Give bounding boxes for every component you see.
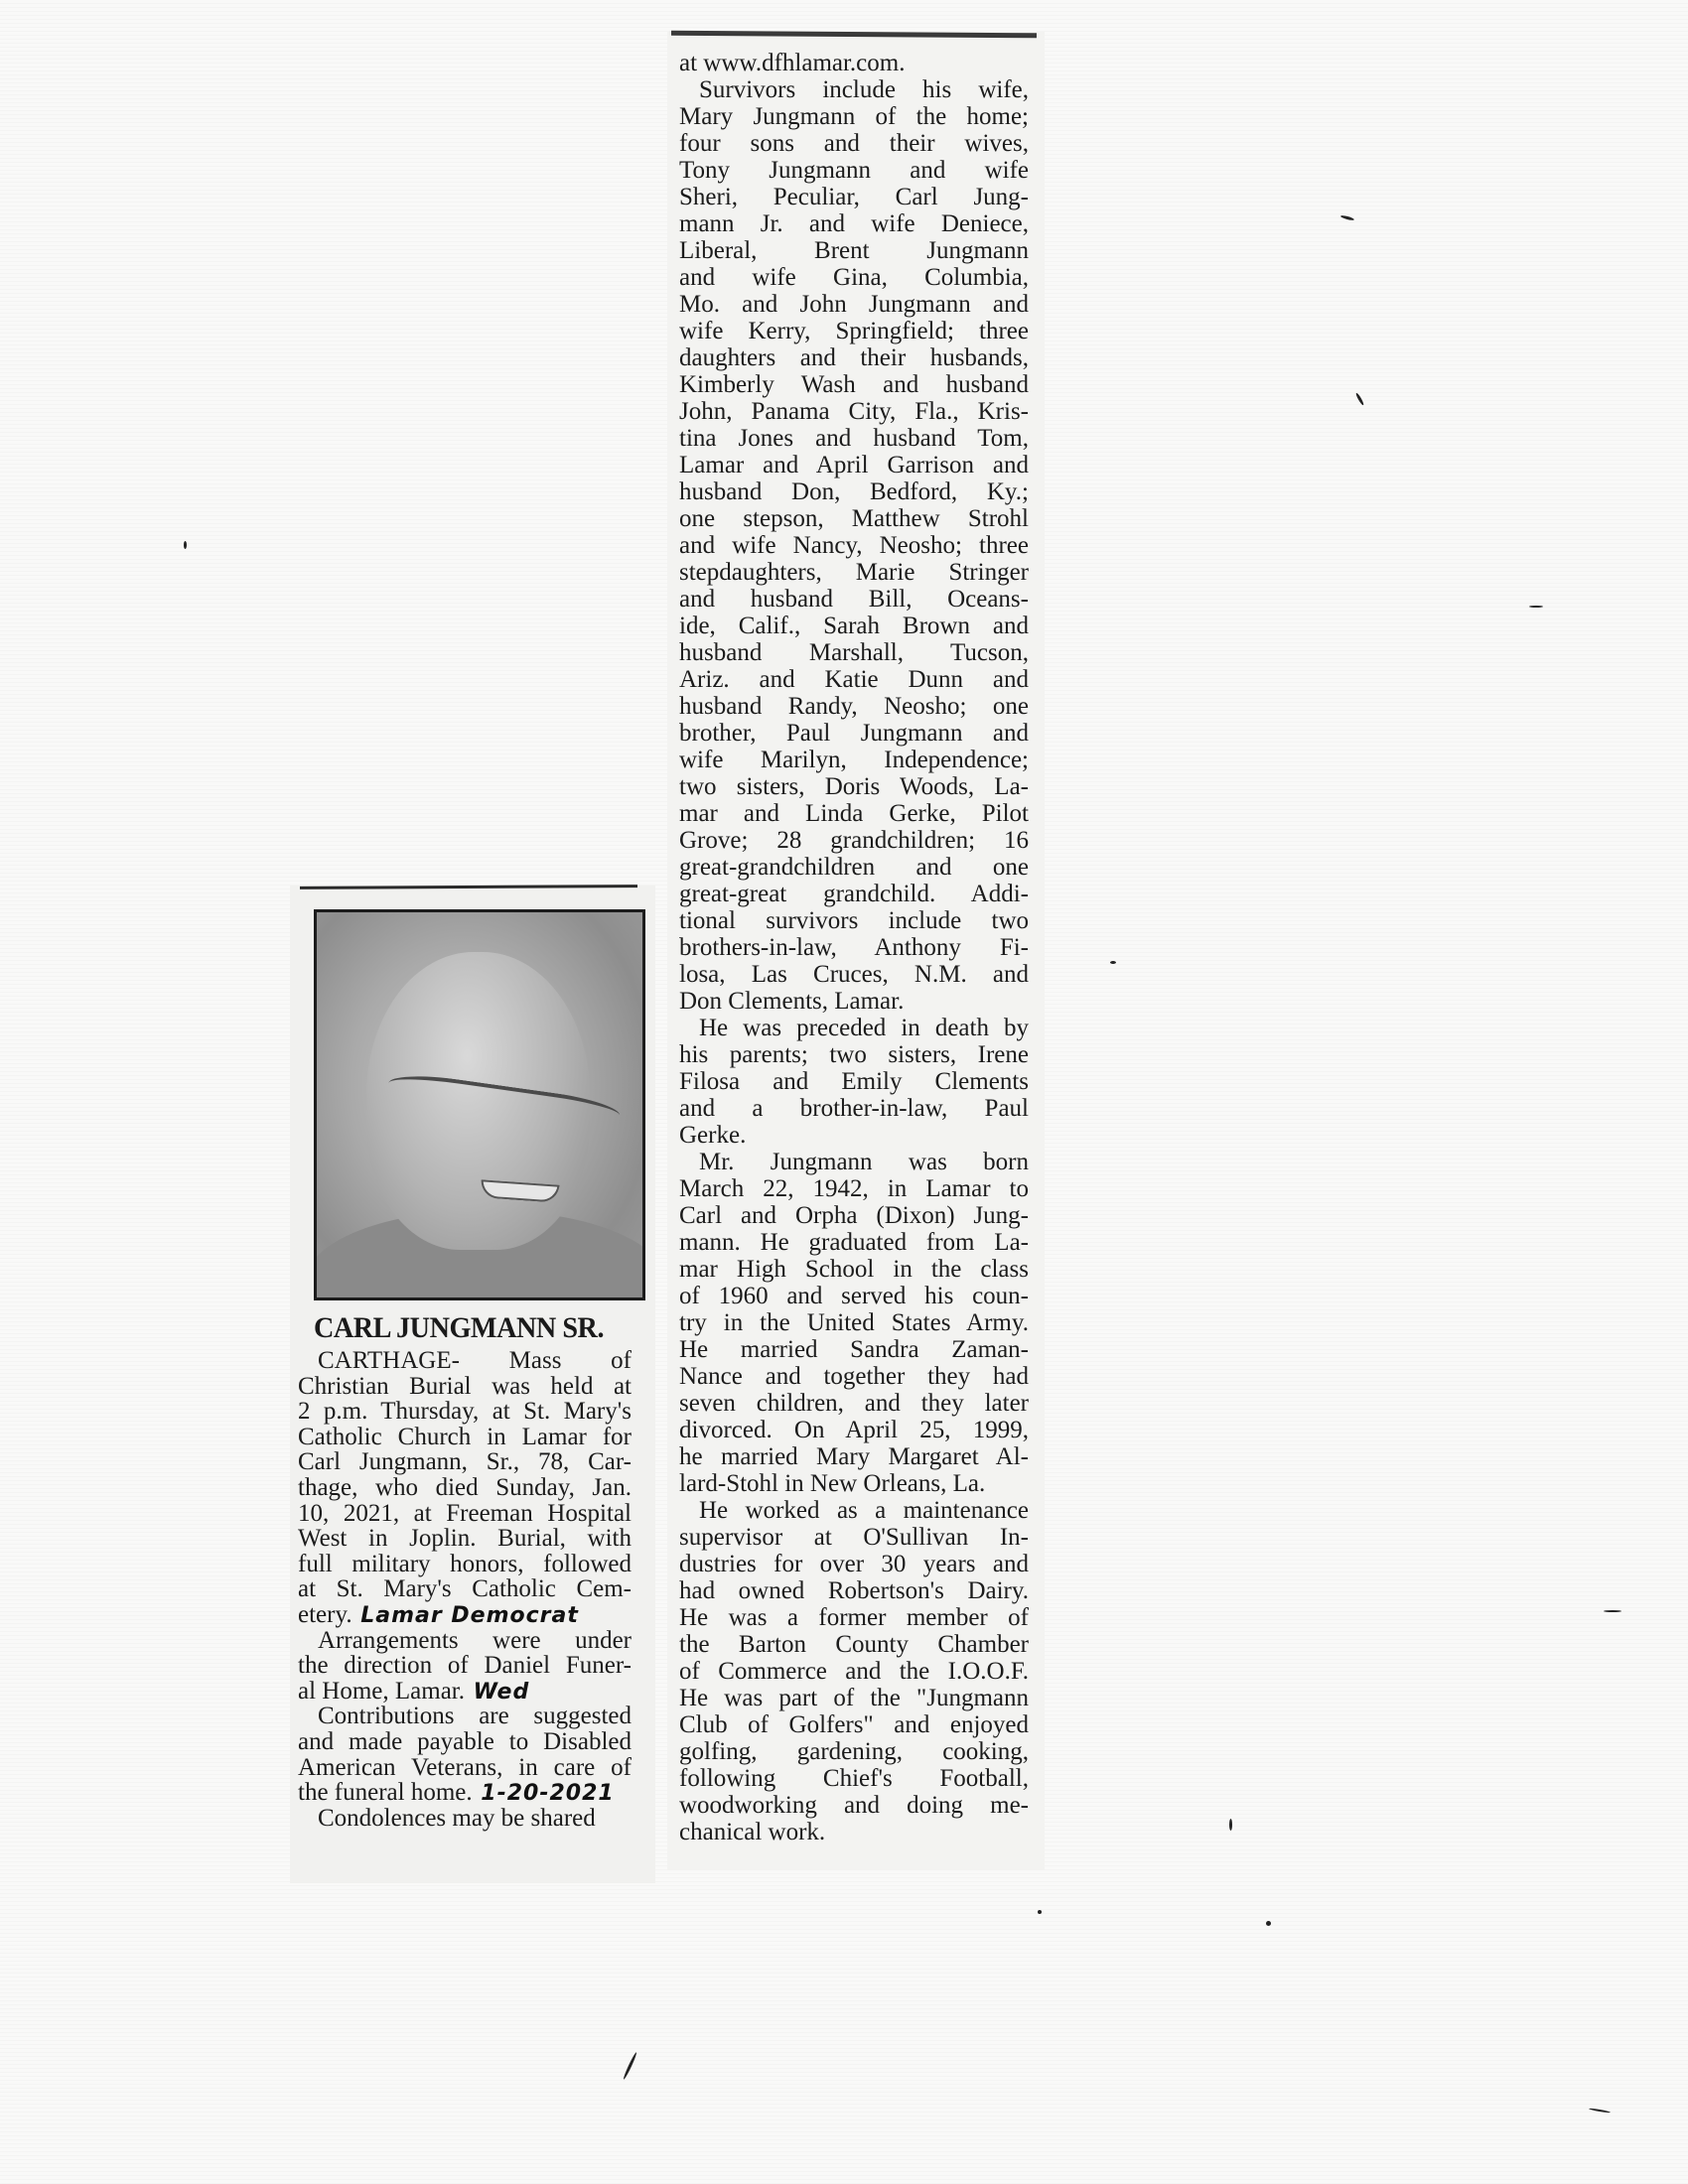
text-line-content: ide, Calif., Sarah Brown and [679, 613, 1029, 639]
text-line-content: Arrangements were under [318, 1626, 632, 1654]
text-line [679, 318, 1029, 344]
text-line [679, 344, 1029, 371]
text-line [679, 452, 1029, 478]
text-line-content: March 22, 1942, in Lamar to [679, 1175, 1029, 1202]
text-line [679, 1202, 1029, 1229]
text-line [679, 76, 1029, 103]
text-line-content: mar High School in the class [679, 1256, 1029, 1283]
text-line [679, 559, 1029, 586]
text-line [679, 854, 1029, 881]
text-line [679, 184, 1029, 210]
text-line-content: the funeral home. [298, 1779, 473, 1807]
text-line-content: Sheri, Peculiar, Carl Jung- [679, 184, 1029, 210]
text-line-content: he married Mary Margaret Al- [679, 1443, 1029, 1470]
text-line [679, 1149, 1029, 1175]
text-line [679, 1765, 1029, 1792]
text-line [679, 586, 1029, 613]
text-line [679, 827, 1029, 854]
text-line [679, 425, 1029, 452]
text-line [679, 613, 1029, 639]
text-line [679, 1041, 1029, 1068]
obituary-clipping-left [290, 886, 655, 1883]
text-line-content: supervisor at O'Sullivan In- [679, 1524, 1029, 1551]
speck [1589, 2108, 1611, 2114]
text-line-content: Nance and together they had [679, 1363, 1029, 1390]
text-line-content: He worked as a maintenance [699, 1497, 1029, 1524]
text-line-content: stepdaughters, Marie Stringer [679, 559, 1029, 586]
text-line-content: Ariz. and Katie Dunn and [679, 666, 1029, 693]
text-line-content: tina Jones and husband Tom, [679, 425, 1029, 452]
text-line-content: the Barton County Chamber [679, 1631, 1029, 1658]
text-line [679, 478, 1029, 505]
text-line-content: CARTHAGE- Mass of [318, 1347, 632, 1374]
text-line-content: at www.dfhlamar.com. [679, 50, 906, 76]
text-line-content: Mr. Jungmann was born [699, 1149, 1029, 1175]
text-line [679, 1685, 1029, 1711]
text-line [298, 1729, 632, 1755]
text-line-content: Carl Jungmann, Sr., 78, Car- [298, 1448, 632, 1476]
text-line-content: Catholic Church in Lamar for [298, 1423, 632, 1450]
text-line [679, 1738, 1029, 1765]
text-line-content: husband Don, Bedford, Ky.; [679, 478, 1029, 505]
text-line-content: brother, Paul Jungmann and [679, 720, 1029, 747]
text-line-content: Kimberly Wash and husband [679, 371, 1029, 398]
text-line [298, 1475, 632, 1501]
text-line [679, 666, 1029, 693]
text-line-content: losa, Las Cruces, N.M. and [679, 961, 1029, 988]
speck [1604, 1610, 1621, 1612]
text-line [679, 103, 1029, 130]
speck [1529, 606, 1543, 608]
text-line [298, 1425, 632, 1450]
speck [623, 2052, 637, 2080]
text-line-content: mann. He graduated from La- [679, 1229, 1029, 1256]
text-line-content: his parents; two sisters, Irene [679, 1041, 1029, 1068]
text-line-content: great-grandchildren and one [679, 854, 1029, 881]
text-line-content: husband Randy, Neosho; one [679, 693, 1029, 720]
text-line-content: 10, 2021, at Freeman Hospital [298, 1499, 632, 1527]
text-line-content: and husband Bill, Oceans- [679, 586, 1029, 613]
handwritten-annotation: 1-20-2021 [472, 1781, 615, 1807]
top-rule-divider [300, 885, 637, 889]
text-line-content: Don Clements, Lamar. [679, 988, 905, 1015]
text-line-content: Filosa and Emily Clements [679, 1068, 1029, 1095]
text-line [679, 1497, 1029, 1524]
speck [1110, 961, 1116, 964]
text-line [679, 1443, 1029, 1470]
text-line [298, 1780, 632, 1806]
handwritten-annotation: Wed [465, 1679, 530, 1705]
text-line-content: American Veterans, in care of [298, 1753, 632, 1781]
text-line-content: wife Kerry, Springfield; three [679, 318, 1029, 344]
text-line-content: full military honors, followed [298, 1550, 632, 1577]
text-line-content: tional survivors include two [679, 907, 1029, 934]
text-line [679, 532, 1029, 559]
portrait-photo [314, 909, 645, 1300]
text-line [679, 1631, 1029, 1658]
text-line [298, 1576, 632, 1602]
text-line [679, 1658, 1029, 1685]
text-line-content: divorced. On April 25, 1999, [679, 1417, 1029, 1443]
text-line [298, 1501, 632, 1527]
text-line [679, 371, 1029, 398]
text-line [679, 1175, 1029, 1202]
text-line [679, 1015, 1029, 1041]
text-line [679, 1363, 1029, 1390]
text-line [679, 1309, 1029, 1336]
text-line [679, 1577, 1029, 1604]
text-line [679, 264, 1029, 291]
text-line-content: the direction of Daniel Funer- [298, 1652, 632, 1680]
top-rule-divider [671, 31, 1037, 39]
text-line-content: at St. Mary's Catholic Cem- [298, 1575, 632, 1603]
text-line [679, 1470, 1029, 1497]
text-line [679, 1283, 1029, 1309]
text-line [679, 1711, 1029, 1738]
obituary-headline: CARL JUNGMANN SR. [314, 1311, 605, 1344]
text-line [679, 1792, 1029, 1819]
text-line-content: Tony Jungmann and wife [679, 157, 1029, 184]
text-line [679, 1604, 1029, 1631]
text-line-content: Club of Golfers" and enjoyed [679, 1711, 1029, 1738]
text-line-content: chanical work. [679, 1819, 826, 1845]
text-line-content: West in Joplin. Burial, with [298, 1525, 632, 1553]
text-line [679, 210, 1029, 237]
text-line-content: had owned Robertson's Dairy. [679, 1577, 1029, 1604]
text-line [298, 1348, 632, 1374]
text-line-content: try in the United States Army. [679, 1309, 1029, 1336]
text-line-content: and made payable to Disabled [298, 1727, 632, 1755]
text-line [679, 291, 1029, 318]
text-line [298, 1628, 632, 1654]
text-line-content: four sons and their wives, [679, 130, 1029, 157]
text-line [679, 800, 1029, 827]
text-line-content: mar and Linda Gerke, Pilot [679, 800, 1029, 827]
text-line [679, 881, 1029, 907]
text-line-content: 2 p.m. Thursday, at St. Mary's [298, 1398, 632, 1426]
text-line [679, 747, 1029, 773]
text-line-content: golfing, gardening, cooking, [679, 1738, 1029, 1765]
text-line [679, 907, 1029, 934]
text-line [298, 1526, 632, 1552]
text-line [679, 237, 1029, 264]
text-line [679, 1229, 1029, 1256]
text-line-content: and wife Gina, Columbia, [679, 264, 1029, 291]
text-line [298, 1653, 632, 1679]
left-column-text [298, 1348, 632, 1831]
text-line [679, 505, 1029, 532]
text-line [679, 1390, 1029, 1417]
text-line-content: dustries for over 30 years and [679, 1551, 1029, 1577]
speck [1038, 1910, 1042, 1914]
text-line [679, 50, 1029, 76]
text-line [679, 1551, 1029, 1577]
text-line-content: brothers-in-law, Anthony Fi- [679, 934, 1029, 961]
text-line-content: one stepson, Matthew Strohl [679, 505, 1029, 532]
text-line-content: lard-Stohl in New Orleans, La. [679, 1470, 986, 1497]
speck [1266, 1921, 1271, 1926]
text-line-content: Christian Burial was held at [298, 1372, 632, 1400]
text-line [679, 639, 1029, 666]
text-line [298, 1755, 632, 1781]
text-line [679, 1336, 1029, 1363]
text-line [298, 1552, 632, 1577]
text-line [679, 130, 1029, 157]
text-line-content: of 1960 and served his coun- [679, 1283, 1029, 1309]
text-line-content: following Chief's Football, [679, 1765, 1029, 1792]
text-line-content: thage, who died Sunday, Jan. [298, 1473, 632, 1501]
text-line [298, 1704, 632, 1729]
text-line [679, 961, 1029, 988]
text-line [679, 1819, 1029, 1845]
text-line [679, 1068, 1029, 1095]
text-line [679, 1417, 1029, 1443]
text-line-content: Survivors include his wife, [699, 76, 1029, 103]
text-line [679, 720, 1029, 747]
text-line [298, 1679, 632, 1705]
text-line [298, 1602, 632, 1628]
text-line-content: woodworking and doing me- [679, 1792, 1029, 1819]
text-line [679, 1256, 1029, 1283]
text-line-content: He was part of the "Jungmann [679, 1685, 1029, 1711]
text-line [679, 693, 1029, 720]
text-line-content: and wife Nancy, Neosho; three [679, 532, 1029, 559]
speck [1355, 392, 1365, 406]
text-line [679, 1524, 1029, 1551]
text-line-content: Condolences may be shared [318, 1804, 596, 1832]
text-line-content: husband Marshall, Tucson, [679, 639, 1029, 666]
text-line-content: He married Sandra Zaman- [679, 1336, 1029, 1363]
text-line [679, 988, 1029, 1015]
text-line-content: Contributions are suggested [318, 1703, 632, 1730]
text-line-content: Mo. and John Jungmann and [679, 291, 1029, 318]
text-line-content: wife Marilyn, Independence; [679, 747, 1029, 773]
text-line-content: He was preceded in death by [699, 1015, 1029, 1041]
text-line-content: great-great grandchild. Addi- [679, 881, 1029, 907]
text-line-content: He was a former member of [679, 1604, 1029, 1631]
speck [1340, 214, 1354, 221]
text-line [679, 1095, 1029, 1122]
text-line-content: Gerke. [679, 1122, 747, 1149]
speck [1229, 1819, 1232, 1831]
text-line [298, 1449, 632, 1475]
text-line [679, 1122, 1029, 1149]
right-column-text [679, 50, 1029, 1845]
text-line-content: Lamar and April Garrison and [679, 452, 1029, 478]
text-line-content: of Commerce and the I.O.O.F. [679, 1658, 1029, 1685]
text-line-content: two sisters, Doris Woods, La- [679, 773, 1029, 800]
text-line-content: seven children, and they later [679, 1390, 1029, 1417]
text-line-content: Liberal, Brent Jungmann [679, 237, 1029, 264]
speck [184, 541, 187, 549]
text-line-content: mann Jr. and wife Deniece, [679, 210, 1029, 237]
text-line [679, 773, 1029, 800]
text-line-content: Carl and Orpha (Dixon) Jung- [679, 1202, 1029, 1229]
text-line-content: etery. [298, 1600, 352, 1628]
text-line-content: al Home, Lamar. [298, 1677, 465, 1705]
text-line [298, 1374, 632, 1400]
obituary-clipping-right [667, 32, 1045, 1870]
text-line-content: John, Panama City, Fla., Kris- [679, 398, 1029, 425]
handwritten-annotation: Lamar Democrat [352, 1602, 579, 1628]
text-line-content: daughters and their husbands, [679, 344, 1029, 371]
text-line-content: Grove; 28 grandchildren; 16 [679, 827, 1029, 854]
text-line [679, 398, 1029, 425]
text-line-content: and a brother-in-law, Paul [679, 1095, 1029, 1122]
text-line [679, 157, 1029, 184]
text-line [679, 934, 1029, 961]
text-line [298, 1806, 632, 1832]
text-line [298, 1399, 632, 1425]
text-line-content: Mary Jungmann of the home; [679, 103, 1029, 130]
